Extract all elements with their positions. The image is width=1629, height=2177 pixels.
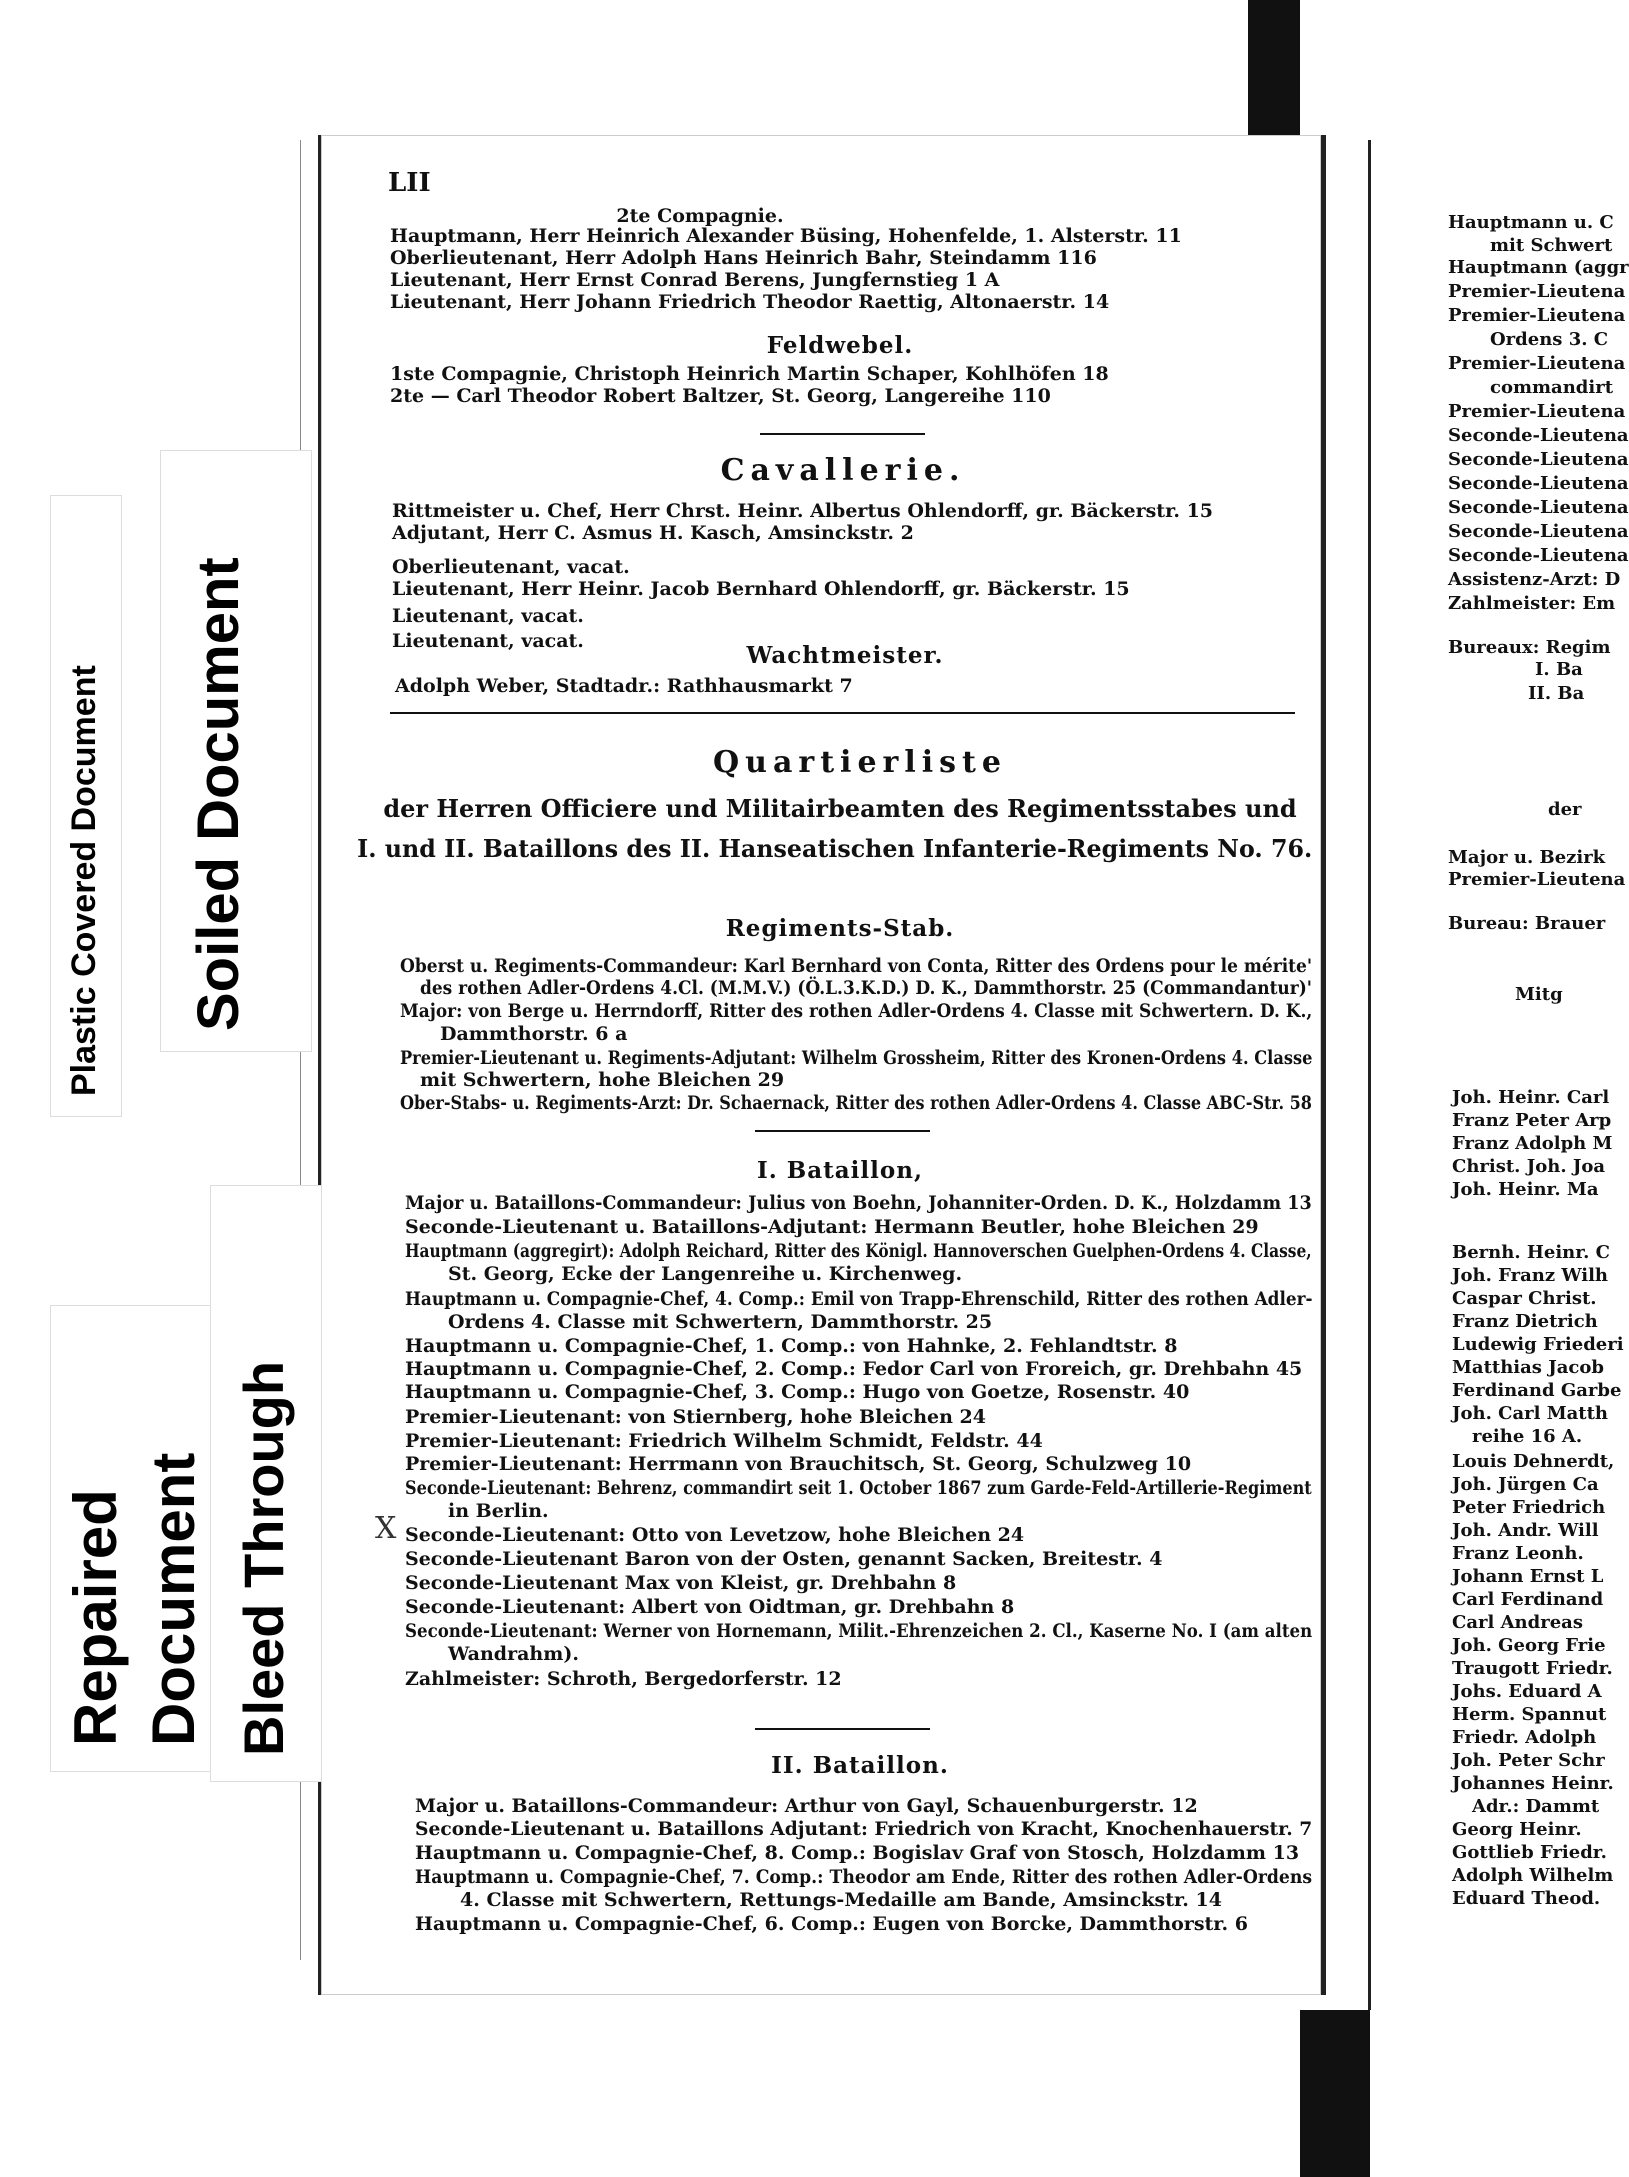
text-line: Hauptmann u. Compagnie-Chef, 4. Comp.: Emil von Trapp-Ehrenschild, Ritter des rothen Adler- — [405, 1288, 1313, 1310]
margin-mark: X — [375, 1511, 397, 1546]
text-line: Premier-Lieutenant: Herrmann von Brauchitsch, St. Georg, Schulzweg 10 — [405, 1453, 1192, 1475]
right-text-line: Joh. Andr. Will — [1452, 1520, 1599, 1541]
right-text-line: I. Ba — [1535, 659, 1583, 680]
right-text-line: commandirt — [1490, 377, 1614, 398]
right-text-line: Premier-Lieutena — [1448, 353, 1626, 374]
text-line: Premier-Lieutenant u. Regiments-Adjutant: Wilhelm Grossheim, Ritter des Kronen-Ordens 4. Classe — [400, 1047, 1313, 1069]
right-text-line: Bureau: Brauer — [1448, 913, 1606, 934]
text-line: Rittmeister u. Chef, Herr Chrst. Heinr. Albertus Ohlendorff, gr. Bäckerstr. 15 — [392, 500, 1214, 522]
right-text-line: Gottlieb Friedr. — [1452, 1842, 1607, 1863]
right-text-line: Franz Leonh. — [1452, 1543, 1584, 1564]
text-line: Seconde-Lieutenant Baron von der Osten, genannt Sacken, Breitestr. 4 — [405, 1548, 1163, 1570]
label-plastic-covered: Plastic Covered Document — [50, 495, 122, 1117]
label-repaired: Repaired Document — [50, 1305, 212, 1772]
text-line: 2te Compagnie. — [616, 205, 784, 227]
right-text-line: Matthias Jacob — [1452, 1357, 1604, 1378]
text-line: Lieutenant, Herr Ernst Conrad Berens, Jungfernstieg 1 A — [390, 269, 1000, 291]
text-line: Premier-Lieutenant: von Stiernberg, hohe Bleichen 24 — [405, 1406, 986, 1428]
right-text-line: reihe 16 A. — [1472, 1426, 1583, 1447]
text-line: Lieutenant, vacat. — [392, 630, 584, 652]
right-text-line: Louis Dehnerdt, — [1452, 1451, 1615, 1472]
text-line: Seconde-Lieutenant Max von Kleist, gr. Drehbahn 8 — [405, 1572, 957, 1594]
section-heading: Wachtmeister. — [746, 642, 944, 669]
text-line: Hauptmann u. Compagnie-Chef, 8. Comp.: Bogislav Graf von Stosch, Holzdamm 13 — [415, 1842, 1300, 1864]
text-line: Ober-Stabs- u. Regiments-Arzt: Dr. Schaernack, Ritter des rothen Adler-Ordens 4. Classe ABC-Str. 58 — [400, 1092, 1312, 1114]
text-line: Adolph Weber, Stadtadr.: Rathhausmarkt 7 — [395, 675, 853, 697]
text-line: Hauptmann u. Compagnie-Chef, 3. Comp.: Hugo von Goetze, Rosenstr. 40 — [405, 1381, 1190, 1403]
right-text-line: Zahlmeister: Em — [1448, 593, 1616, 614]
right-text-line: Joh. Franz Wilh — [1452, 1265, 1608, 1286]
right-text-line: Joh. Heinr. Ma — [1452, 1179, 1599, 1200]
text-line: Seconde-Lieutenant: Behrenz, commandirt seit 1. October 1867 zum Garde-Feld-Artillerie-Regiment — [405, 1477, 1312, 1499]
text-line: Hauptmann, Herr Heinrich Alexander Büsing, Hohenfelde, 1. Alsterstr. 11 — [390, 225, 1182, 247]
section-heading: Regiments-Stab. — [725, 915, 955, 942]
text-line: Adjutant, Herr C. Asmus H. Kasch, Amsinckstr. 2 — [392, 522, 914, 544]
right-text-line: Herm. Spannut — [1452, 1704, 1607, 1725]
right-text-line: Ludewig Friederi — [1452, 1334, 1624, 1355]
text-line: 1ste Compagnie, Christoph Heinrich Martin Schaper, Kohlhöfen 18 — [390, 363, 1109, 385]
right-text-line: Major u. Bezirk — [1448, 847, 1606, 868]
right-text-line: Adolph Wilhelm — [1452, 1865, 1614, 1886]
right-text-line: Friedr. Adolph — [1452, 1727, 1597, 1748]
binding-bar-bottom — [1300, 2010, 1370, 2177]
text-line: Seconde-Lieutenant: Werner von Hornemann, Milit.-Ehrenzeichen 2. Cl., Kaserne No. I (am alten — [405, 1620, 1313, 1642]
text-line: Hauptmann (aggregirt): Adolph Reichard, Ritter des Königl. Hannoverschen Guelphen-Ordens 4. Classe, — [405, 1240, 1312, 1262]
text-line: Lieutenant, vacat. — [392, 605, 584, 627]
right-text-line: Ordens 3. C — [1490, 329, 1609, 350]
right-text-line: Georg Heinr. — [1452, 1819, 1582, 1840]
right-text-line: Ferdinand Garbe — [1452, 1380, 1622, 1401]
right-text-line: Premier-Lieutena — [1448, 281, 1626, 302]
text-line: Hauptmann u. Compagnie-Chef, 2. Comp.: Fedor Carl von Froreich, gr. Drehbahn 45 — [405, 1358, 1303, 1380]
right-text-line: Adr.: Dammt — [1472, 1796, 1600, 1817]
text-line: Major: von Berge u. Herrndorff, Ritter des rothen Adler-Ordens 4. Classe mit Schwertern. D. K., — [400, 1000, 1313, 1022]
right-text-line: Premier-Lieutena — [1448, 401, 1626, 422]
right-text-line: Bureaux: Regim — [1448, 637, 1611, 658]
section-heading: I. und II. Bataillons des II. Hanseatischen Infanterie-Regiments No. 76. — [357, 834, 1313, 863]
right-text-line: Caspar Christ. — [1452, 1288, 1597, 1309]
right-text-line: Hauptmann u. C — [1448, 212, 1614, 233]
text-line: Oberlieutenant, vacat. — [392, 556, 630, 578]
right-text-line: Seconde-Lieutena — [1448, 449, 1629, 470]
right-text-line: Seconde-Lieutena — [1448, 473, 1629, 494]
text-line: Wandrahm). — [448, 1643, 579, 1665]
section-heading: Feldwebel. — [766, 332, 914, 359]
binding-bar-top — [1248, 0, 1300, 140]
text-line: des rothen Adler-Ordens 4.Cl. (M.M.V.) (Ö.L.3.K.D.) D. K., Dammthorstr. 25 (Commandantur)' — [420, 977, 1312, 999]
section-heading: Cavallerie. — [720, 453, 966, 488]
right-text-line: Franz Peter Arp — [1452, 1110, 1612, 1131]
text-line: Lieutenant, Herr Johann Friedrich Theodor Raettig, Altonaerstr. 14 — [390, 291, 1110, 313]
right-text-line: Seconde-Lieutena — [1448, 425, 1629, 446]
text-line: Major u. Bataillons-Commandeur: Arthur von Gayl, Schauenburgerstr. 12 — [415, 1795, 1198, 1817]
right-text-line: Johs. Eduard A — [1452, 1681, 1602, 1702]
right-text-line: Carl Ferdinand — [1452, 1589, 1604, 1610]
text-line: Seconde-Lieutenant: Albert von Oidtman, gr. Drehbahn 8 — [405, 1596, 1015, 1618]
right-text-line: Joh. Peter Schr — [1452, 1750, 1605, 1771]
right-text-line: mit Schwert — [1490, 235, 1613, 256]
text-line: Hauptmann u. Compagnie-Chef, 6. Comp.: Eugen von Borcke, Dammthorstr. 6 — [415, 1913, 1249, 1935]
right-text-line: Joh. Heinr. Carl — [1452, 1087, 1610, 1108]
label-soiled: Soiled Document — [160, 450, 312, 1052]
text-line: 4. Classe mit Schwertern, Rettungs-Medaille am Bande, Amsinckstr. 14 — [460, 1889, 1222, 1911]
text-line: St. Georg, Ecke der Langenreihe u. Kirchenweg. — [448, 1263, 963, 1285]
right-text-line: Assistenz-Arzt: D — [1448, 569, 1621, 590]
right-text-line: Christ. Joh. Joa — [1452, 1156, 1606, 1177]
rule-line — [755, 1130, 930, 1132]
text-line: Ordens 4. Classe mit Schwertern, Dammthorstr. 25 — [448, 1311, 993, 1333]
right-text-line: Premier-Lieutena — [1448, 305, 1626, 326]
text-line: Hauptmann u. Compagnie-Chef, 7. Comp.: Theodor am Ende, Ritter des rothen Adler-Ordens — [415, 1866, 1313, 1888]
right-text-line: Joh. Georg Frie — [1452, 1635, 1606, 1656]
rule-line — [760, 433, 925, 435]
section-heading: der Herren Officiere und Militairbeamten des Regimentsstabes und — [383, 794, 1297, 823]
rule-line — [755, 1728, 930, 1730]
text-line: Premier-Lieutenant: Friedrich Wilhelm Schmidt, Feldstr. 44 — [405, 1430, 1043, 1452]
right-text-line: Eduard Theod. — [1452, 1888, 1601, 1909]
right-text-line: Carl Andreas — [1452, 1612, 1583, 1633]
right-text-line: Franz Dietrich — [1452, 1311, 1598, 1332]
right-text-line: Hauptmann (aggr — [1448, 257, 1629, 278]
label-bleed-through: Bleed Through — [210, 1185, 322, 1782]
right-text-line: Premier-Lieutena — [1448, 869, 1626, 890]
section-heading: II. Bataillon. — [771, 1752, 949, 1779]
text-line: Seconde-Lieutenant u. Bataillons Adjutant: Friedrich von Kracht, Knochenhauerstr. 7 — [415, 1818, 1313, 1840]
text-line: Major u. Bataillons-Commandeur: Julius von Boehn, Johanniter-Orden. D. K., Holzdamm 13 — [405, 1192, 1312, 1214]
right-text-line: Traugott Friedr. — [1452, 1658, 1613, 1679]
section-heading: I. Bataillon, — [757, 1157, 923, 1184]
text-line: mit Schwertern, hohe Bleichen 29 — [420, 1069, 785, 1091]
text-line: Seconde-Lieutenant u. Bataillons-Adjutant: Hermann Beutler, hohe Bleichen 29 — [405, 1216, 1259, 1238]
right-text-line: Johann Ernst L — [1452, 1566, 1604, 1587]
right-text-line: Seconde-Lieutena — [1448, 521, 1629, 542]
rule-line — [390, 712, 1295, 714]
text-line: Dammthorstr. 6 a — [440, 1023, 628, 1045]
right-text-line: Mitg — [1515, 984, 1563, 1005]
right-text-line: Seconde-Lieutena — [1448, 545, 1629, 566]
page-number: LII — [388, 168, 431, 198]
text-line: Lieutenant, Herr Heinr. Jacob Bernhard Ohlendorff, gr. Bäckerstr. 15 — [392, 578, 1130, 600]
right-text-line: Peter Friedrich — [1452, 1497, 1606, 1518]
text-line: Oberlieutenant, Herr Adolph Hans Heinrich Bahr, Steindamm 116 — [390, 247, 1097, 269]
text-line: 2te — Carl Theodor Robert Baltzer, St. Georg, Langereihe 110 — [390, 385, 1051, 407]
right-text-line: Johannes Heinr. — [1452, 1773, 1614, 1794]
right-text-line: Franz Adolph M — [1452, 1133, 1613, 1154]
right-text-line: Bernh. Heinr. C — [1452, 1242, 1610, 1263]
right-text-line: Seconde-Lieutena — [1448, 497, 1629, 518]
text-line: Zahlmeister: Schroth, Bergedorferstr. 12 — [405, 1668, 842, 1690]
section-heading: Quartierliste — [713, 745, 1007, 780]
text-line: Seconde-Lieutenant: Otto von Levetzow, hohe Bleichen 24 — [405, 1524, 1025, 1546]
right-text-line: der — [1548, 799, 1582, 820]
text-line: in Berlin. — [448, 1500, 549, 1522]
right-text-line: Joh. Carl Matth — [1452, 1403, 1609, 1424]
right-text-line: Joh. Jürgen Ca — [1452, 1474, 1599, 1495]
text-line: Hauptmann u. Compagnie-Chef, 1. Comp.: von Hahnke, 2. Fehlandtstr. 8 — [405, 1335, 1178, 1357]
text-line: Oberst u. Regiments-Commandeur: Karl Bernhard von Conta, Ritter des Ordens pour le mérite' — [400, 955, 1313, 977]
right-text-line: II. Ba — [1528, 683, 1585, 704]
